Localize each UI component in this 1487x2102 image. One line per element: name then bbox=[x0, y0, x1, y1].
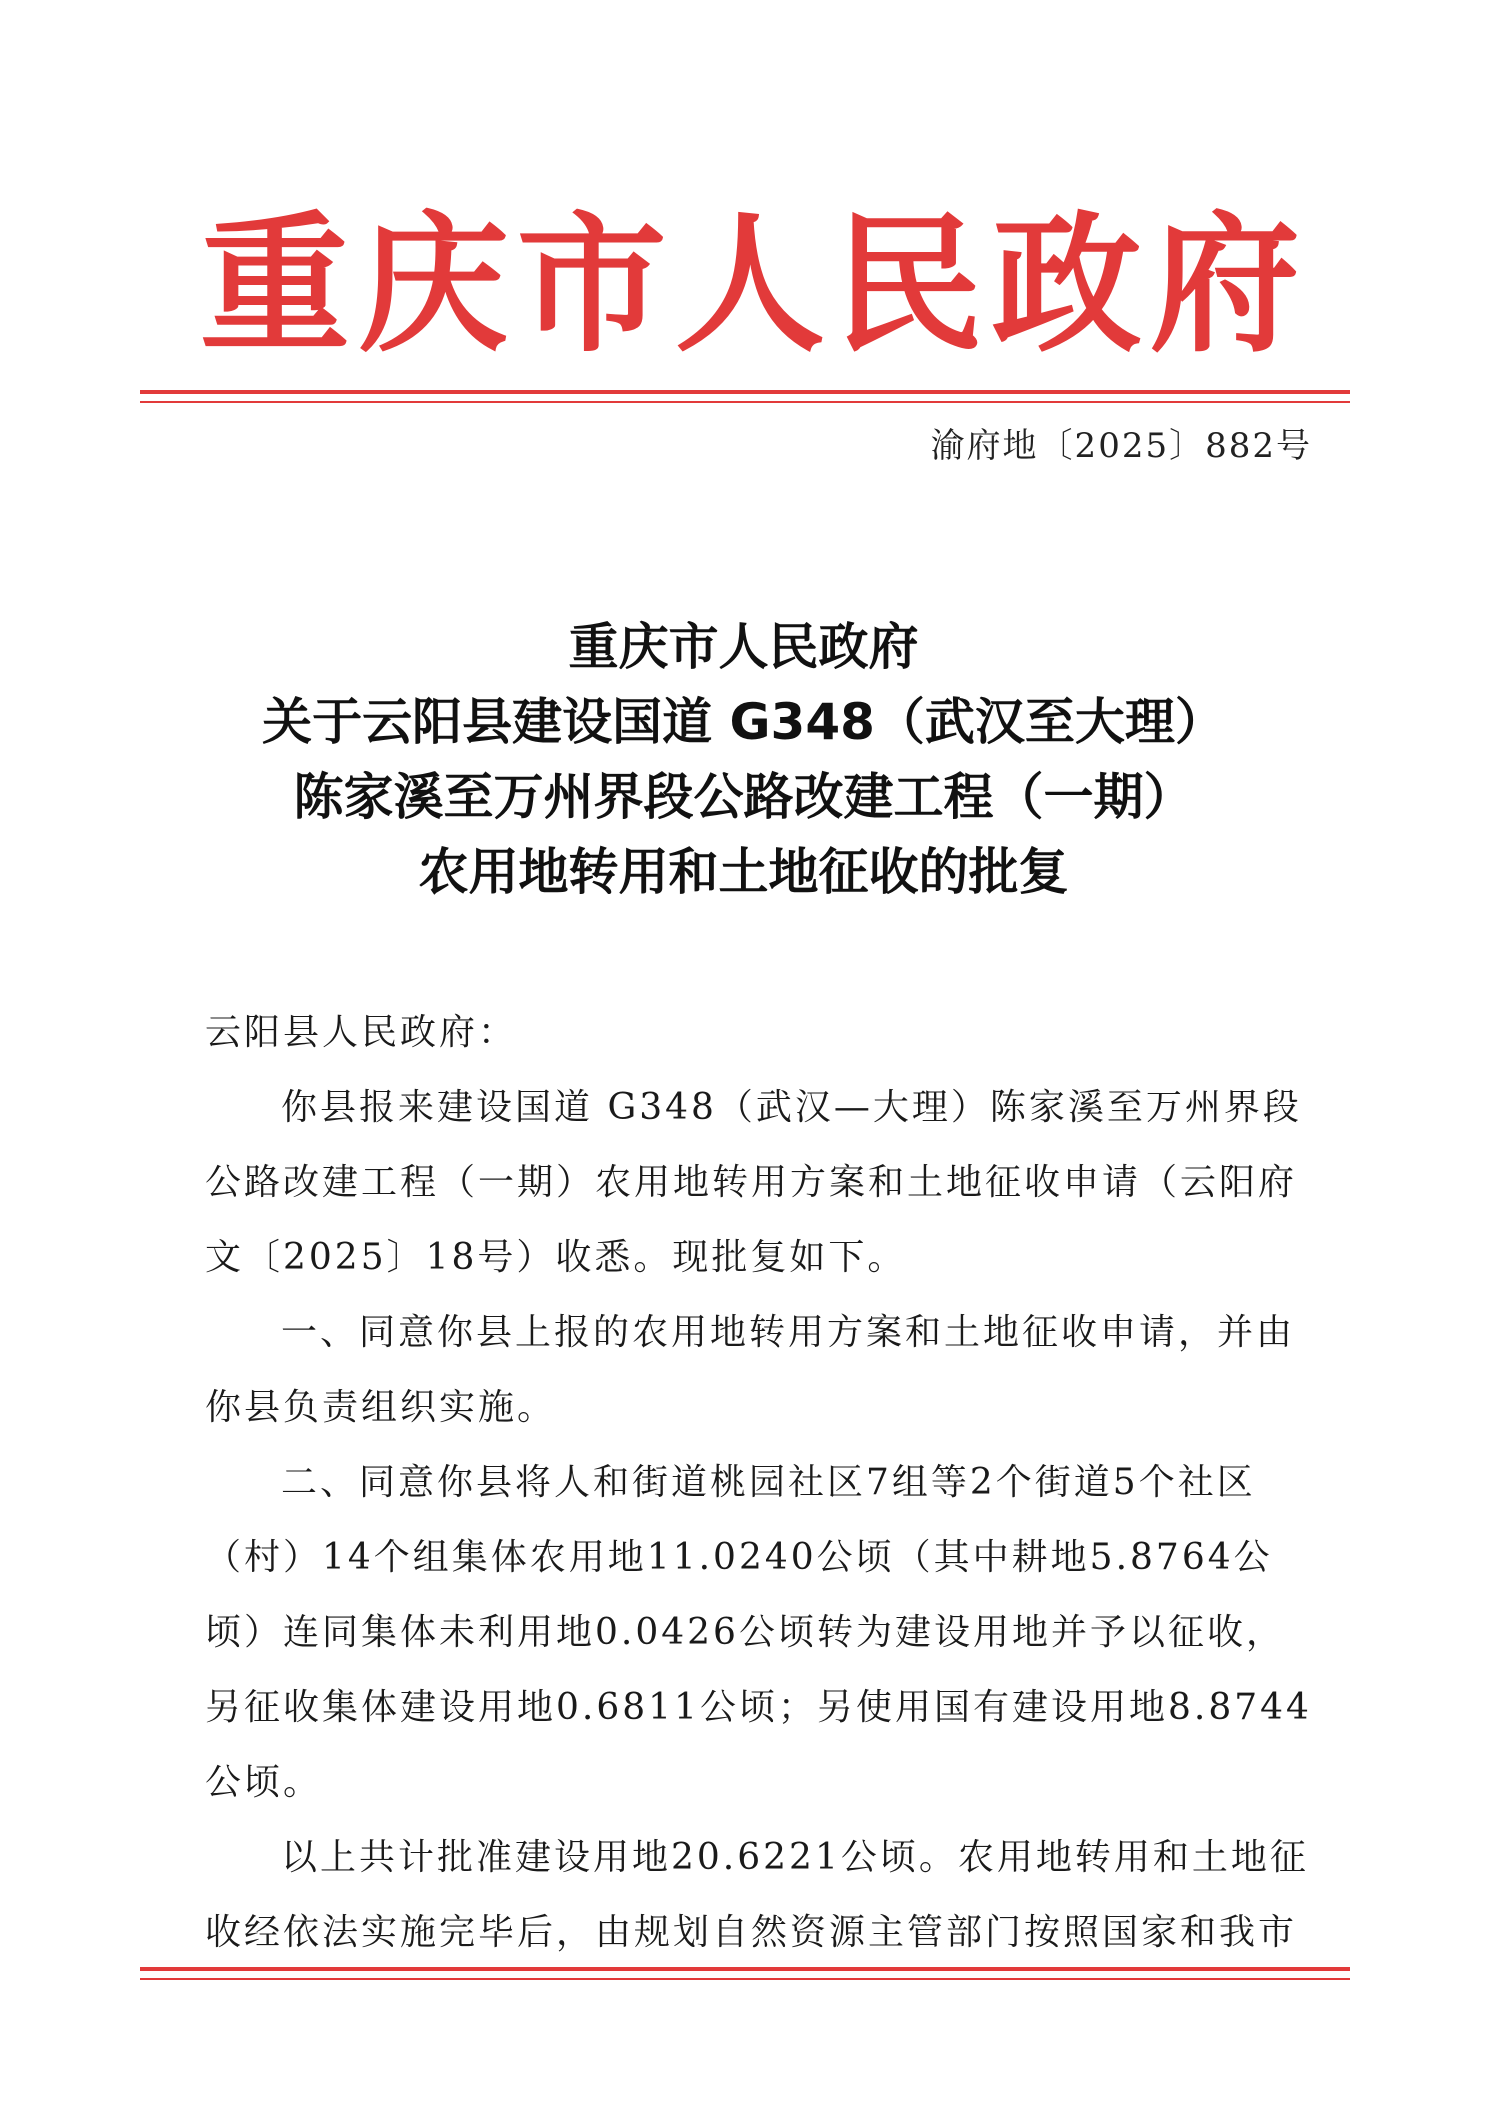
issuer-char: 庆 bbox=[358, 197, 509, 373]
body-paragraph: 一、同意你县上报的农用地转用方案和土地征收申请，并由你县负责组织实施。 bbox=[205, 1312, 1296, 1428]
title-line: 重庆市人民政府 bbox=[568, 618, 919, 676]
body-paragraph: 二、同意你县将人和街道桃园社区7组等2个街道5个社区（村）14个组集体农用地11.0240公顷（其中耕地5.8764公顷）连同集体未利用地0.0426公顷转为建设用地并予以征收，另征收集体建设用地0.6811公顷；另使用国有建设用地8.8744公顷。 bbox=[205, 1462, 1312, 1803]
document-body bbox=[205, 995, 1315, 1970]
issuer-char: 府 bbox=[1149, 197, 1300, 373]
title-line: 陈家溪至万州界段公路改建工程（一期） bbox=[293, 768, 1194, 826]
body-paragraph: 以上共计批准建设用地20.6221公顷。农用地转用和土地征收经依法实施完毕后，由规划自然资源主管部门按照国家和我市 bbox=[205, 1837, 1309, 1953]
header-divider-thin bbox=[140, 401, 1350, 403]
title-line: 农用地转用和土地征收的批复 bbox=[418, 843, 1069, 901]
document-title bbox=[0, 610, 1487, 910]
issuer-char: 市 bbox=[516, 197, 667, 373]
footer-divider-thick bbox=[140, 1967, 1350, 1971]
title-line: 关于云阳县建设国道 G348（武汉至大理） bbox=[262, 693, 1225, 751]
issuer-char: 人 bbox=[674, 197, 825, 373]
header-divider-thick bbox=[140, 390, 1350, 394]
issuer-char: 民 bbox=[833, 197, 984, 373]
salutation: 云阳县人民政府： bbox=[205, 1012, 518, 1053]
footer-divider-thin bbox=[140, 1978, 1350, 1980]
document-number: 渝府地〔2025〕882号 bbox=[930, 426, 1312, 466]
body-paragraph: 你县报来建设国道 G348（武汉—大理）陈家溪至万州界段公路改建工程（一期）农用地转用方案和土地征收申请（云阳府文〔2025〕18号）收悉。现批复如下。 bbox=[205, 1087, 1302, 1278]
issuer-char: 政 bbox=[991, 197, 1142, 373]
issuer-masthead bbox=[200, 190, 1300, 380]
issuer-char: 重 bbox=[200, 197, 351, 373]
